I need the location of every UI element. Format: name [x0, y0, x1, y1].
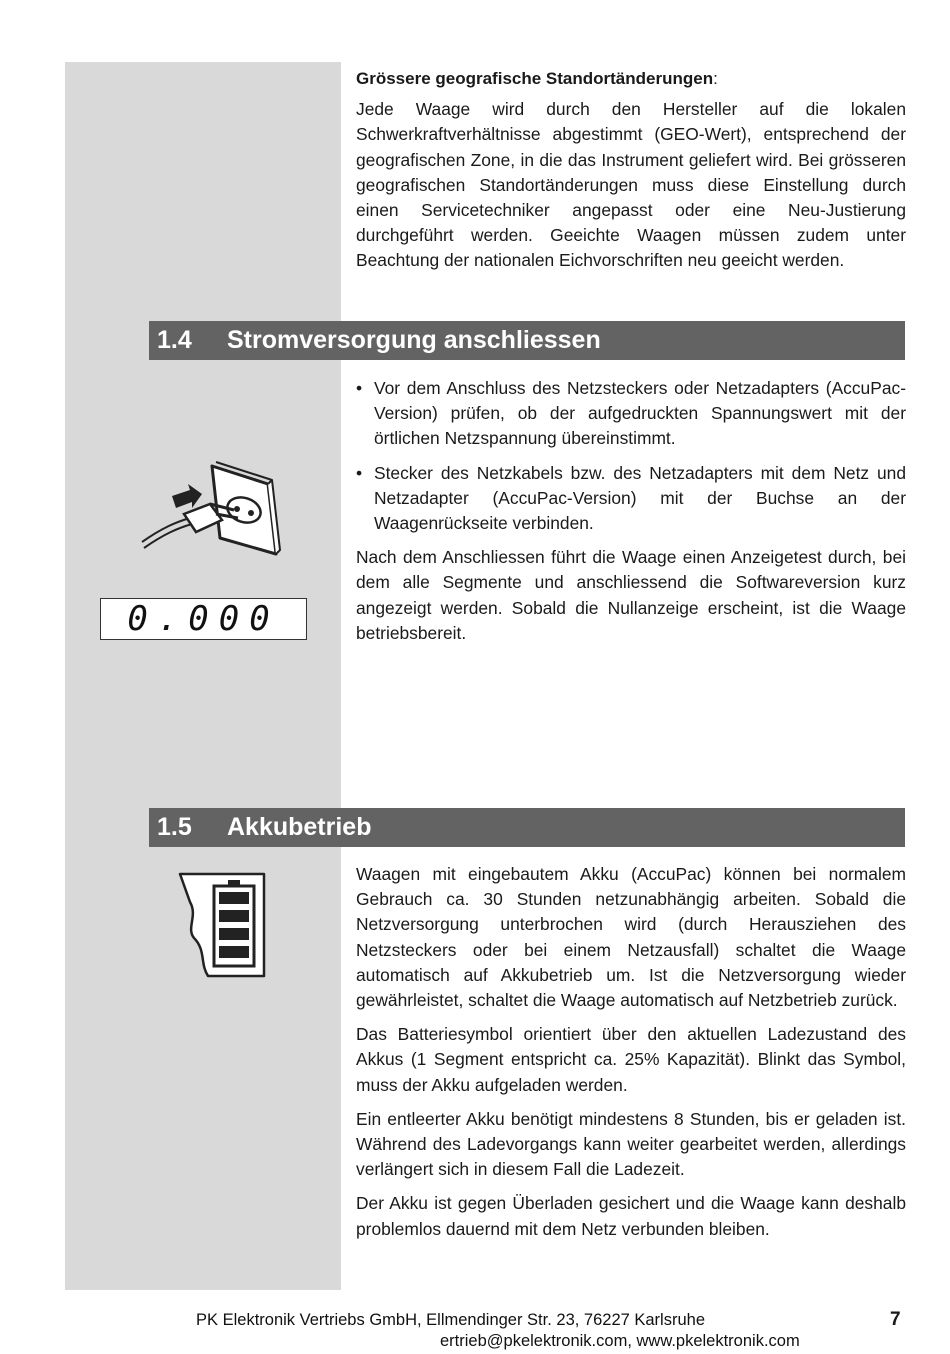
battery-paragraph-3: Ein entleerter Akku benötigt mindestens 8 Stunden, bis er geladen ist. Während des Ladevorgangs kann weiter gearbeitet werden, allerdings verlängert sich in diesem Fall die Ladezeit.	[356, 1108, 906, 1180]
footer-contact: ertrieb@pkelektronik.com, www.pkelektronik.com	[440, 1332, 800, 1350]
section-1-5-body	[356, 862, 906, 1251]
margin-column	[65, 62, 341, 1290]
geo-change-block	[356, 66, 906, 283]
battery-icon	[178, 872, 268, 978]
bullet-list	[356, 376, 906, 536]
battery-paragraph-1: Waagen mit eingebautem Akku (AccuPac) können bei normalem Gebrauch ca. 30 Stunden netzunabhängig arbeiten. Sobald die Netzversorgung unterbrochen wird (durch Herausziehen des Netzsteckers oder bei einem Netzausfall) schaltet die Waage automatisch auf Akkubetrieb um. Ist die Netzversorgung wieder gewährleistet, schaltet die Waage automatisch auf Netzbetrieb zurück.	[356, 864, 906, 1011]
section-title: Akkubetrieb	[227, 813, 372, 841]
section-heading-1-4	[149, 321, 905, 360]
section-heading-1-5	[149, 808, 905, 847]
geo-change-paragraph: Jede Waage wird durch den Hersteller auf die lokalen Schwerkraftverhältnisse abgestimmt (GEO-Wert), entsprechend der geografischen Zone, in die das Instrument geliefert wird. Bei grösseren geografischen Standortänderungen muss diese Einstellung durch einen Servicetechniker angepasst oder eine Neu-Justierung durchgeführt werden. Geeichte Waagen müssen zudem unter Beachtung der nationalen Eichvorschriften neu geeicht werden.	[356, 99, 906, 271]
battery-paragraph-2: Das Batteriesymbol orientiert über den aktuellen Ladezustand des Akkus (1 Segment entspricht ca. 25% Kapazität). Blinkt das Symbol, muss der Akku aufgeladen werden.	[356, 1024, 906, 1095]
connect-paragraph: Nach dem Anschliessen führt die Waage einen Anzeigetest durch, bei dem alle Segmente und anschliessend die Softwareversion kurz angezeigt werden. Sobald die Nullanzeige erscheint, ist die Waage betriebsbereit.	[356, 547, 906, 643]
section-number: 1.4	[157, 326, 192, 354]
zero-display-readout: 0.000	[100, 598, 307, 640]
power-plug-illustration-icon	[140, 458, 285, 563]
list-item: • Stecker des Netzkabels bzw. des Netzadapters mit dem Netz und Netzadapter (AccuPac-Version) mit der Buchse an der Waagenrückseite verbinden.	[356, 461, 906, 537]
geo-change-heading: Grössere geografische Standortänderungen:	[356, 69, 718, 88]
page-number: 7	[890, 1309, 901, 1330]
section-number: 1.5	[157, 813, 192, 841]
section-title: Stromversorgung anschliessen	[227, 326, 601, 354]
section-1-4-body	[356, 376, 906, 655]
footer-company: PK Elektronik Vertriebs GmbH, Ellmendinger Str. 23, 76227 Karlsruhe	[196, 1311, 705, 1329]
list-item: • Vor dem Anschluss des Netzsteckers oder Netzadapters (AccuPac-Version) prüfen, ob der aufgedruckten Spannungswert mit der örtlichen Netzspannung übereinstimmt.	[356, 376, 906, 452]
battery-paragraph-4: Der Akku ist gegen Überladen gesichert und die Waage kann deshalb problemlos dauernd mit dem Netz verbunden bleiben.	[356, 1193, 906, 1239]
